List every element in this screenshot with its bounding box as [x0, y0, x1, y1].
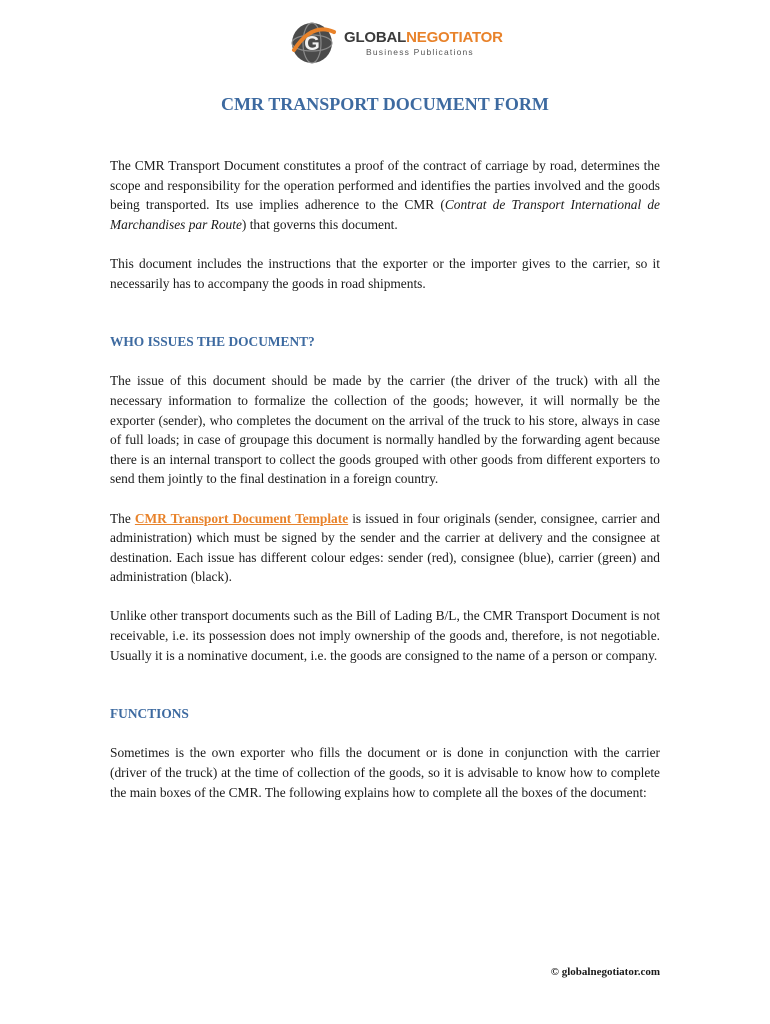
cmr-template-link[interactable]: CMR Transport Document Template: [134, 510, 349, 526]
functions-paragraph-1: Sometimes is the own exporter who fills the document or is done in conjunction with the carrier (driver of the truck) at the time of collection of the goods, so it is advisable to know how to complete the main boxes of the CMR. The following explains how to complete all the boxes of the document:: [110, 745, 660, 800]
logo-letter: G: [304, 33, 320, 55]
section-heading-who-issues: WHO ISSUES THE DOCUMENT?: [110, 334, 315, 350]
intro-paragraph-1: The CMR Transport Document constitutes a proof of the contract of carriage by road, determines the scope and responsibility for the operation performed and identifies the parties involved and the goods being transported. Its use implies adherence to the CMR (Contrat de Transport International de Marchandises par Route) that governs this document.: [110, 158, 660, 232]
footer-copyright: © globalnegotiator.com: [550, 966, 660, 978]
who-issues-paragraph-2: The CMR Transport Document Template is issued in four originals (sender, consignee, carrier and administration) which must be signed by the sender and the carrier at delivery and the consignee at destination. Each issue has different colour edges: sender (red), consignee (blue), carrier (green) and administration (black).: [110, 510, 660, 585]
logo-brand: GLOBALNEGOTIATOR: [344, 28, 503, 46]
logo-subtitle: Business Publications: [366, 46, 474, 57]
globe-logo-icon: [288, 20, 338, 66]
who-issues-paragraph-3: Unlike other transport documents such as the Bill of Lading B/L, the CMR Transport Document is not receivable, i.e. its possession does not imply ownership of the goods and, therefore, is not negotiable. Usually it is a nominative document, i.e. the goods are consigned to the name of a person or company.: [110, 608, 660, 663]
who-issues-paragraph-1: The issue of this document should be made by the carrier (the driver of the truck) with all the necessary information to formalize the collection of the goods; however, it will normally be the exporter (sender), who completes the document on the arrival of the truck to his store, always in case of full loads; in case of groupage this document is normally handled by the forwarding agent because there is an internal transport to collect the goods grouped with other goods from different exporters to send them jointly to the final destination in a foreign country.: [110, 373, 660, 487]
publisher-logo: [288, 20, 503, 66]
document-body: [110, 156, 660, 802]
page-title: CMR TRANSPORT DOCUMENT FORM: [221, 94, 549, 114]
section-heading-functions: FUNCTIONS: [110, 706, 189, 722]
intro-paragraph-2: This document includes the instructions that the exporter or the importer gives to the carrier, so it necessarily has to accompany the goods in road shipments.: [110, 255, 660, 291]
